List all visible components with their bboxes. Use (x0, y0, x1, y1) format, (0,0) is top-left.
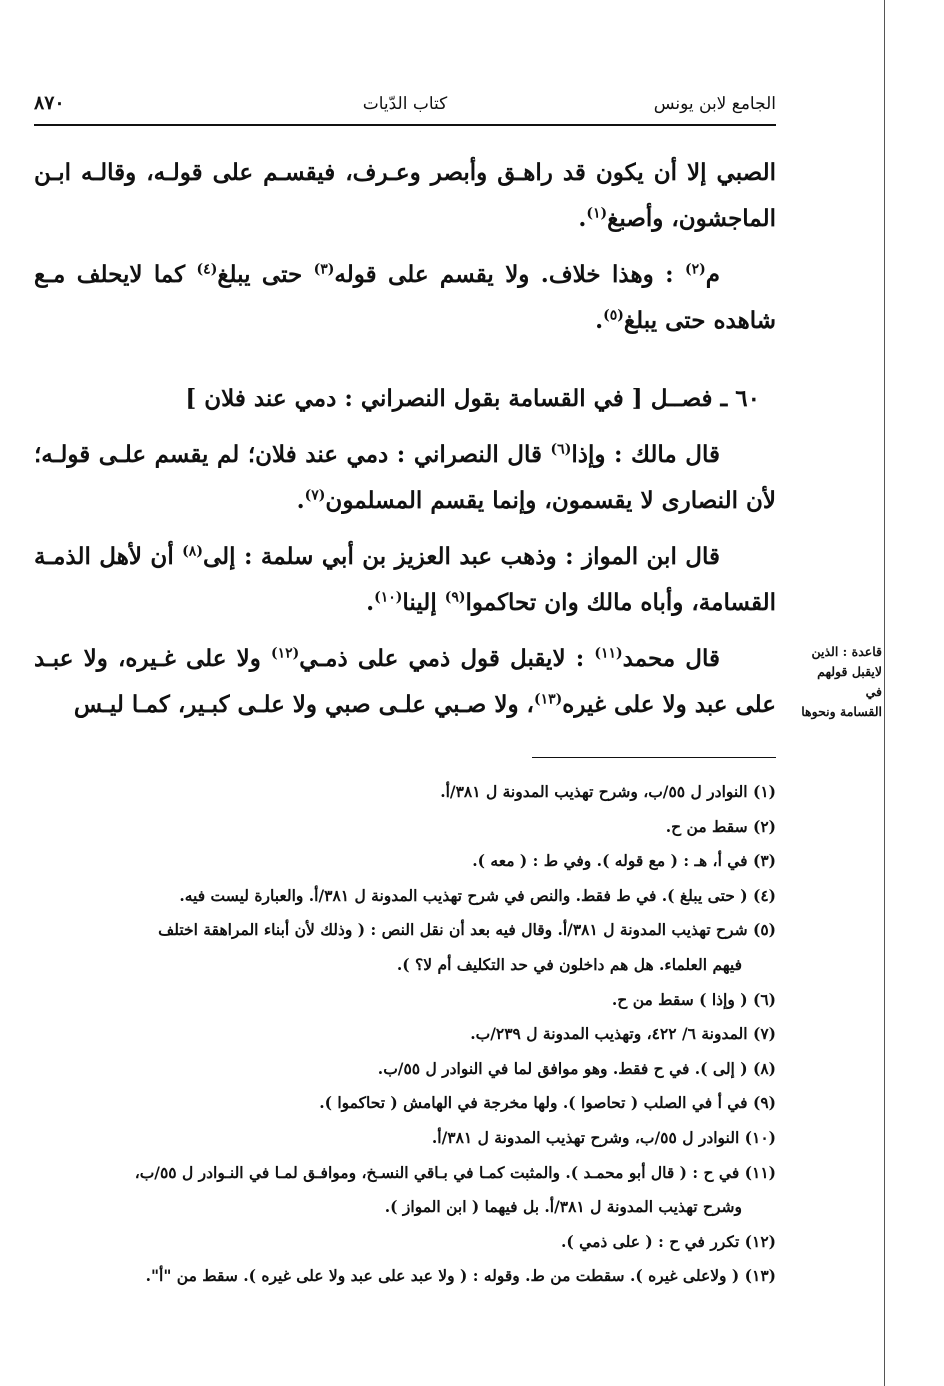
footnote-9: (٩) في أ في الصلب ( تحاصوا ). ولها مخرجة في الهامش ( تحاكموا ). (319, 1093, 776, 1113)
footnote-11-continued: وشرح تهذيب المدونة ل ٣٨١/أ. بل فيهما ( ابن المواز ). (384, 1197, 742, 1217)
footnote-5: (٥) شرح تهذيب المدونة ل ٣٨١/أ. وقال فيه بعد أن نقل النص : ( وذلك لأن أبناء المراهقة اختلف (158, 920, 776, 940)
paragraph-3: قال مالك : وإذا$^{(٦)}$ قال النصراني : دمي عند فلان؛ لم يقسم علـى قولـه؛ لأن النصارى لا يقسمون، وإنما يقسم المسلمون$^{(٧)}$. (34, 441, 776, 514)
footnote-ref: (٧) (304, 487, 326, 504)
paragraph-5: قال محمد$^{(١١)}$ : لايقبل قول ذمي على ذمـي$^{(١٢)}$ ولا على غـيره، ولا عبـد على عبد ولا على غيره$^{(١٣)}$، ولا صـبي علـى صبي ولا علـى كبـير، كمـا ليـس (34, 645, 776, 718)
footnote-ref: (٨) (182, 543, 203, 560)
page-edge-line (884, 0, 885, 1386)
paragraph-2: م$^{(٢)}$ : وهذا خلاف. ولا يقسم على قوله$^{(٣)}$ حتى يبلغ$^{(٤)}$ كما لايحلف مـع شاهده حتى يبلغ$^{(٥)}$. (34, 261, 776, 334)
footnote-13: (١٣) ( ولاعلى غيره ). سقطت من ط. وقوله : ( ولا عبد على عبد ولا على غيره ). سقط من "أ". (145, 1266, 776, 1286)
main-text (34, 150, 776, 738)
footnote-ref: (٩) (444, 589, 466, 606)
footnote-1: (١) النوادر ل ٥٥/ب، وشرح تهذيب المدونة ل ٣٨١/أ. (440, 782, 776, 801)
footnotes (34, 775, 776, 1294)
footnote-ref: (١٢) (270, 645, 300, 662)
footnote-ref: (٤) (196, 261, 218, 278)
footnote-2: (٢) سقط من ح. (665, 816, 776, 836)
footnote-8: (٨) ( إلى ). في ح فقط. وهو موافق لما في النوادر ل ٥٥/ب. (377, 1058, 776, 1078)
paragraph-4: قال ابن المواز : وذهب عبد العزيز بن أبي سلمة : إلى$^{(٨)}$ أن لأهل الذمـة القسامة، وأباه مالك وان تحاكموا$^{(٩)}$ إلينا$^{(١٠)}$. (34, 543, 776, 616)
footnote-ref: (١١) (594, 645, 623, 662)
footnote-ref: (٥) (603, 307, 624, 324)
footnote-5-continued: فيهم العلماء. هل هم داخلون في حد التكليف أم لا؟ ). (396, 954, 742, 974)
section-heading: ٦٠ ـ فصــل [ في القسامة بقول النصراني : دمي عند فلان ] (185, 385, 760, 412)
page-number: ٨٧٠ (34, 92, 65, 114)
header-rule (34, 124, 776, 126)
footnote-7: (٧) المدونة ٦/ ٤٢٢، وتهذيب المدونة ل ٢٣٩/ب. (470, 1024, 776, 1044)
footnote-10: (١٠) النوادر ل ٥٥/ب، وشرح تهذيب المدونة ل ٣٨١/أ. (431, 1127, 776, 1147)
margin-note: قاعدة : الذين لايقبل قولهم في القسامة ونحوها (801, 644, 882, 719)
footnote-ref: (٢) (684, 261, 706, 278)
footnote-ref: (٦) (550, 441, 572, 458)
footnote-11: (١١) في ح : ( قال أبو محمـد ). والمثبت كمـا في بـاقي النسـخ، وموافـق لمـا في النـوادر ل ٥٥/ب، (134, 1162, 776, 1182)
footnote-12: (١٢) تكرر في ح : ( على ذمي ). (561, 1231, 776, 1251)
footnote-ref: (٣) (313, 261, 335, 278)
footnote-3: (٣) في أ، هـ : ( مع قوله ). وفي ط : ( معه ). (472, 851, 776, 871)
header-book-title: الجامع لابن يونس (653, 94, 776, 114)
header-chapter-title: كتاب الدّيات (362, 94, 448, 114)
footnote-ref: (١٠) (374, 589, 403, 606)
footnote-separator (532, 757, 776, 758)
paragraph-1: الصبي إلا أن يكون قد راهـق وأبصر وعـرف، فيقسـم على قولـه، وقالـه ابـن الماجشون، وأصبغ$^{(١)}$. (34, 159, 776, 232)
footnote-ref: (١٣) (533, 691, 563, 708)
footnote-ref: (١) (586, 205, 608, 222)
running-header (34, 92, 776, 122)
footnote-4: (٤) ( حتى يبلغ ). في ط فقط. والنص في شرح تهذيب المدونة ل ٣٨١/أ. والعبارة ليست فيه. (179, 885, 776, 905)
footnote-6: (٦) ( وإذا ) سقط من ح. (611, 989, 776, 1009)
